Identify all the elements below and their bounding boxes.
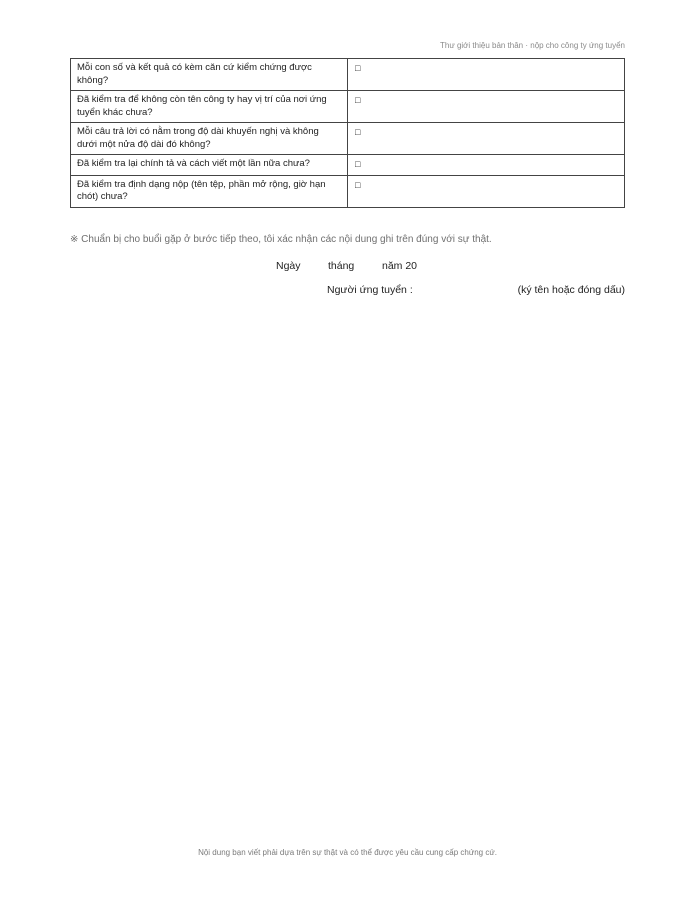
checkbox-icon[interactable]: □: [355, 159, 361, 169]
checkbox-cell[interactable]: [348, 123, 625, 155]
date-month-label: tháng: [328, 260, 355, 272]
date-year-label: năm 20: [382, 260, 418, 272]
table-row: [71, 155, 625, 176]
checkbox-icon[interactable]: □: [355, 179, 361, 190]
confirmation-note: ※ Chuẩn bị cho buổi gặp ở bước tiếp theo, tôi xác nhận các nội dung ghi trên đúng với sự thật.: [70, 234, 492, 245]
table-row: [71, 91, 625, 123]
checklist-question: Mỗi con số và kết quả có kèm căn cứ kiểm chứng được không?: [71, 59, 348, 91]
table-row: [71, 59, 625, 91]
checkbox-icon[interactable]: □: [355, 63, 361, 73]
footer-note: Nội dung bạn viết phải dựa trên sự thật và có thể được yêu cầu cung cấp chứng cứ.: [198, 848, 497, 857]
checklist-question: Đã kiểm tra định dạng nộp (tên tệp, phần mở rộng, giờ hạn chót) chưa?: [71, 175, 348, 207]
checkbox-cell[interactable]: [348, 91, 625, 123]
checkbox-cell[interactable]: [348, 175, 625, 207]
applicant-label: Người ứng tuyển :: [327, 284, 413, 296]
table-row: [71, 175, 625, 207]
running-header: Thư giới thiệu bản thân · nộp cho công ty ứng tuyển: [440, 41, 625, 50]
checklist-table: [70, 58, 625, 208]
checkbox-icon[interactable]: □: [355, 95, 361, 105]
checklist-question: Đã kiểm tra lại chính tả và cách viết một lần nữa chưa?: [71, 155, 348, 176]
checklist-question: Mỗi câu trả lời có nằm trong độ dài khuyến nghị và không dưới một nửa độ dài đó không?: [71, 123, 348, 155]
checkbox-cell[interactable]: [348, 59, 625, 91]
signature-hint: (ký tên hoặc đóng dấu): [517, 284, 625, 296]
checkbox-cell[interactable]: [348, 155, 625, 176]
date-day-label: Ngày: [276, 260, 301, 272]
table-row: [71, 123, 625, 155]
checkbox-icon[interactable]: □: [355, 127, 361, 137]
checklist-question: Đã kiểm tra để không còn tên công ty hay vị trí của nơi ứng tuyển khác chưa?: [71, 91, 348, 123]
